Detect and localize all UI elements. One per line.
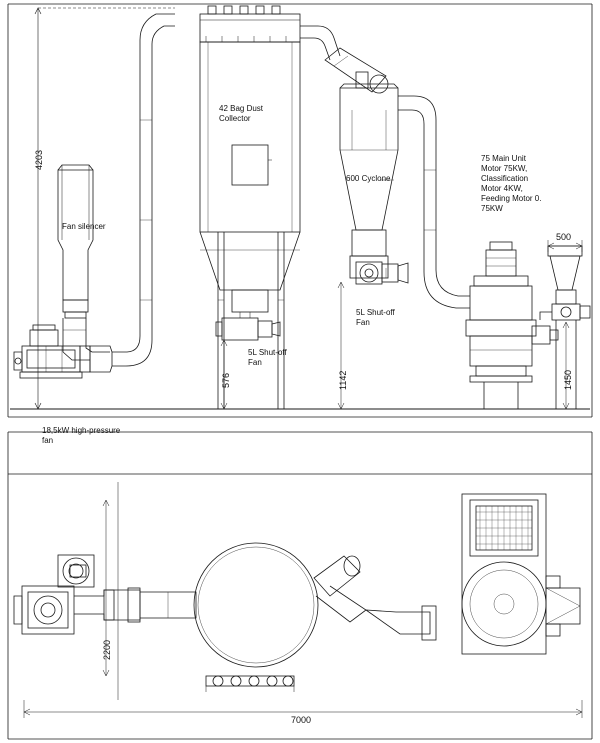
dimension-1142: 1142 [338,370,348,390]
dimension-2200: 2200 [102,639,112,660]
label-main-unit: 75 Main Unit Motor 75KW, Classification Motor 4KW, Feeding Motor 0. 75KW [481,154,542,213]
label-fan-silencer: Fan silencer [62,222,106,231]
dimension-500: 500 [556,232,572,242]
dimension-576: 576 [221,372,231,388]
dimension-overall-height: 4203 [34,149,44,170]
label-shutoff-fan-collector: 5L Shut-off Fan [248,348,287,367]
label-cyclone: 600 Cyclone [346,174,391,183]
dimension-1450: 1450 [563,369,573,390]
label-bag-dust-collector: 42 Bag Dust Collector [219,104,264,123]
dimension-7000: 7000 [291,715,312,725]
label-shutoff-fan-cyclone: 5L Shut-off Fan [356,308,395,327]
label-high-pressure-fan: 18,5kW high-pressure fan [42,426,121,445]
